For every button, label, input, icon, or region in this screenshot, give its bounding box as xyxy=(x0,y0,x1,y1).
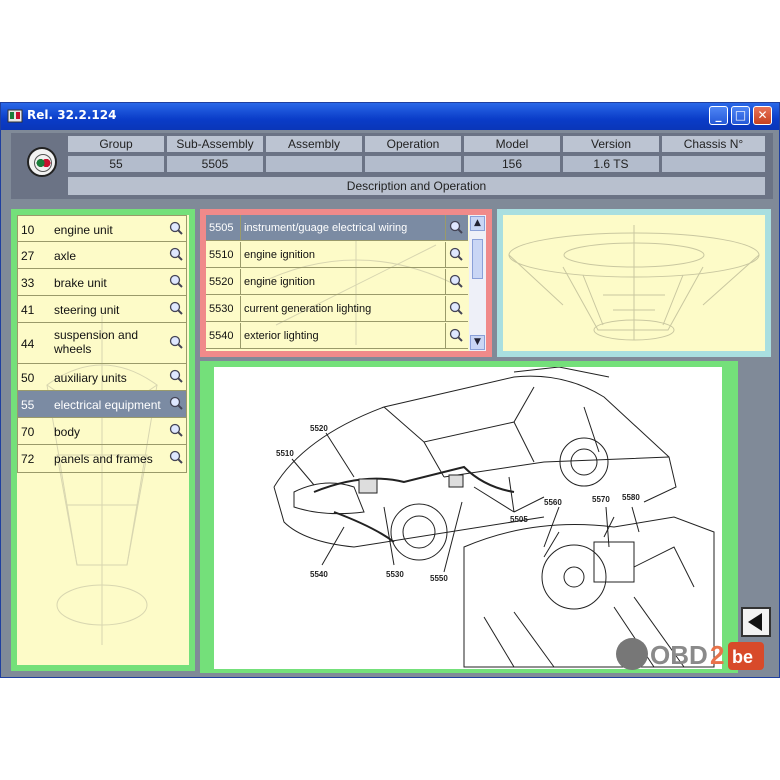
group-code: 50 xyxy=(21,370,35,385)
header-chassis-value xyxy=(662,156,765,172)
subassembly-row-5505[interactable] xyxy=(206,215,468,241)
group-row-10[interactable] xyxy=(17,215,187,242)
column-divider xyxy=(445,269,446,295)
header-subassembly-value: 5505 xyxy=(167,156,263,172)
header-group-label: Group xyxy=(68,136,164,152)
scroll-up-button[interactable]: ▲ xyxy=(470,216,485,231)
column-divider xyxy=(240,323,241,349)
preview-thumbnail[interactable] xyxy=(503,215,765,351)
maximize-button[interactable]: □ xyxy=(731,106,750,125)
magnifier-icon[interactable] xyxy=(169,423,183,437)
watermark-be: be xyxy=(732,647,754,667)
group-code: 44 xyxy=(21,336,35,351)
column-divider xyxy=(445,242,446,268)
subassembly-row-5540[interactable] xyxy=(206,323,468,349)
column-divider xyxy=(240,215,241,241)
group-label: steering unit xyxy=(54,302,120,317)
group-row-44[interactable] xyxy=(17,323,187,364)
subassembly-code: 5540 xyxy=(209,330,234,342)
obd2-watermark xyxy=(614,632,774,672)
group-label: auxiliary units xyxy=(54,370,127,385)
magnifier-icon[interactable] xyxy=(169,274,183,288)
group-label: axle xyxy=(54,248,77,263)
group-label: panels and frames xyxy=(54,452,153,466)
group-code: 10 xyxy=(21,222,35,237)
label-5540: 5540 xyxy=(310,570,328,579)
header-chassis-label: Chassis N° xyxy=(662,136,765,152)
label-5510: 5510 xyxy=(276,449,294,458)
magnifier-icon[interactable] xyxy=(169,450,183,464)
close-button[interactable]: ✕ xyxy=(753,106,772,125)
watermark-2: 2 xyxy=(710,640,725,670)
column-divider xyxy=(445,323,446,349)
group-row-41[interactable] xyxy=(17,296,187,323)
magnifier-icon[interactable] xyxy=(169,247,183,261)
title-bar xyxy=(1,103,779,130)
subassembly-code: 5530 xyxy=(209,303,234,315)
group-row-70[interactable] xyxy=(17,418,187,445)
magnifier-icon[interactable] xyxy=(449,328,463,342)
magnifier-icon[interactable] xyxy=(169,369,183,383)
header-operation-label: Operation xyxy=(365,136,461,152)
group-label: electrical equipment xyxy=(54,397,161,412)
subassembly-label: instrument/guage electrical wiring xyxy=(244,222,408,234)
subassembly-list xyxy=(206,215,486,351)
magnifier-icon[interactable] xyxy=(169,335,183,349)
scroll-down-button[interactable]: ▼ xyxy=(470,335,485,350)
subassembly-label: engine ignition xyxy=(244,276,315,288)
label-5505: 5505 xyxy=(510,515,528,524)
selection-header xyxy=(11,133,773,199)
car-wiring-diagram-image xyxy=(214,367,725,670)
watermark-obd: OBD xyxy=(650,640,708,670)
group-code: 55 xyxy=(21,397,35,412)
column-divider xyxy=(445,215,446,241)
header-assembly-value xyxy=(266,156,362,172)
group-row-33[interactable] xyxy=(17,269,187,296)
group-row-50[interactable] xyxy=(17,364,187,391)
app-icon xyxy=(7,108,23,124)
header-subassembly-label: Sub-Assembly xyxy=(167,136,263,152)
magnifier-icon[interactable] xyxy=(449,301,463,315)
header-model-value: 156 xyxy=(464,156,560,172)
label-5530: 5530 xyxy=(386,570,404,579)
header-version-value: 1.6 TS xyxy=(563,156,659,172)
label-5550: 5550 xyxy=(430,574,448,583)
subassembly-code: 5510 xyxy=(209,249,234,261)
header-version-label: Version xyxy=(563,136,659,152)
header-assembly-label: Assembly xyxy=(266,136,362,152)
subassembly-row-5520[interactable] xyxy=(206,269,468,295)
group-code: 72 xyxy=(21,452,35,466)
group-row-72[interactable] xyxy=(17,445,187,473)
group-code: 70 xyxy=(21,424,35,439)
magnifier-icon[interactable] xyxy=(449,274,463,288)
label-5560: 5560 xyxy=(544,498,562,507)
minimize-button[interactable]: _ xyxy=(709,106,728,125)
diagram-panel xyxy=(200,361,738,673)
wiring-diagram[interactable] xyxy=(214,367,725,670)
subassembly-label: current generation lighting xyxy=(244,303,372,315)
header-model-label: Model xyxy=(464,136,560,152)
group-code: 27 xyxy=(21,248,35,263)
subassembly-panel xyxy=(200,209,492,357)
magnifier-icon[interactable] xyxy=(169,396,183,410)
magnifier-icon[interactable] xyxy=(169,221,183,235)
column-divider xyxy=(240,269,241,295)
header-group-value: 55 xyxy=(68,156,164,172)
suspension-preview-image xyxy=(503,215,765,351)
group-label: suspension and wheels xyxy=(54,328,139,356)
group-row-27[interactable] xyxy=(17,242,187,269)
column-divider xyxy=(445,296,446,322)
subassembly-scrollbar[interactable] xyxy=(469,215,486,351)
group-label: brake unit xyxy=(54,275,107,290)
group-list-panel xyxy=(11,209,195,671)
magnifier-icon[interactable] xyxy=(169,301,183,315)
group-label: engine unit xyxy=(54,222,113,237)
group-code: 41 xyxy=(21,302,35,317)
label-5580: 5580 xyxy=(622,493,640,502)
subassembly-code: 5520 xyxy=(209,276,234,288)
scroll-thumb[interactable] xyxy=(472,239,483,279)
column-divider xyxy=(240,242,241,268)
group-list xyxy=(17,215,189,665)
subassembly-code: 5505 xyxy=(209,222,234,234)
subassembly-label: engine ignition xyxy=(244,249,315,261)
magnifier-icon[interactable] xyxy=(449,247,463,261)
subassembly-row-5510[interactable] xyxy=(206,242,468,268)
group-code: 33 xyxy=(21,275,35,290)
magnifier-icon[interactable] xyxy=(449,220,463,234)
window-title: Rel. 32.2.124 xyxy=(27,108,117,122)
group-label: body xyxy=(54,424,81,439)
alfa-romeo-logo xyxy=(27,147,57,177)
group-row-55[interactable] xyxy=(17,391,187,418)
column-divider xyxy=(240,296,241,322)
label-5520: 5520 xyxy=(310,424,328,433)
preview-panel xyxy=(497,209,771,357)
application-window xyxy=(0,102,780,678)
subassembly-row-5530[interactable] xyxy=(206,296,468,322)
label-5570: 5570 xyxy=(592,495,610,504)
subassembly-label: exterior lighting xyxy=(244,330,319,342)
description-bar: Description and Operation xyxy=(68,177,765,195)
header-operation-value xyxy=(365,156,461,172)
